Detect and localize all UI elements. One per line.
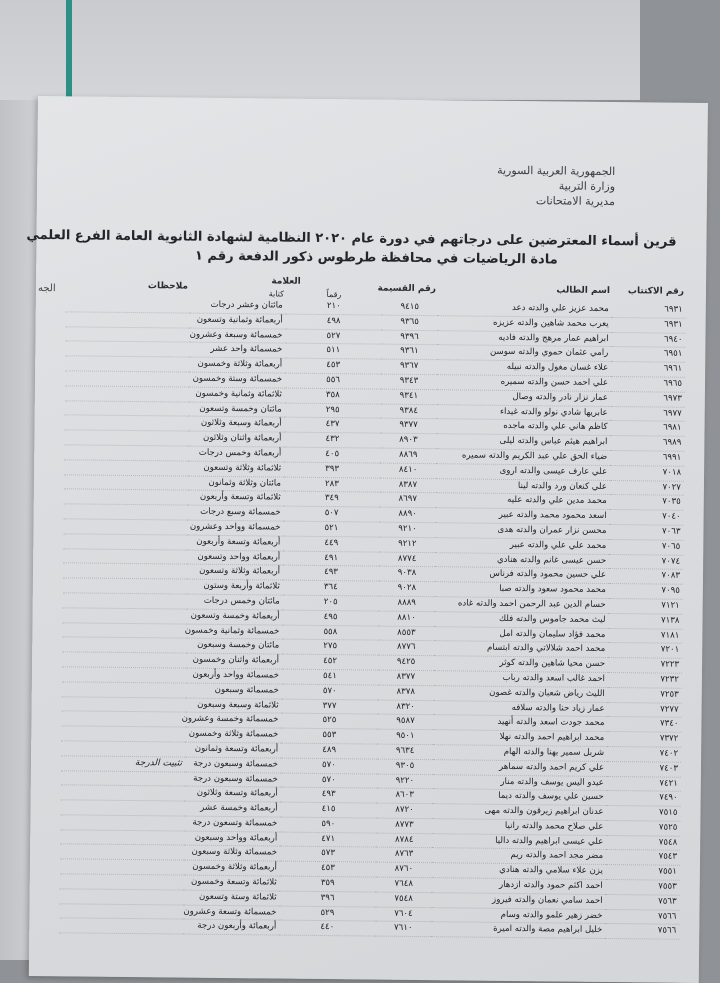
student-name-cell: احمد اكثم حمود والدته ازدهار	[432, 878, 606, 895]
student-name-cell: محمد ابراهيم احمد والدته نهلا	[433, 730, 607, 747]
seat-number-cell: ٦٩٣١	[612, 303, 686, 318]
student-name-cell: اسعد محمود محمد والدته عبير	[436, 508, 610, 525]
mark-words-cell: خمسمائة وسبعة وعشرون	[189, 328, 285, 344]
notes-cell	[60, 815, 184, 831]
slip-number-cell: ٨٧٦٣	[376, 848, 432, 863]
mark-digits-cell: ٥٧٠	[281, 773, 377, 789]
student-name-cell: محمد محمود سعود والدته صبا	[435, 582, 609, 599]
mark-words-cell: أربعمائة وثلاثة وخمسون	[184, 860, 280, 876]
student-name-cell: الليث رياض شعبان والدته غصون	[434, 685, 608, 702]
notes-cell	[65, 386, 189, 402]
seat-number-cell: ٧٢٥٣	[608, 687, 682, 703]
mark-digits-cell: ٤٣٧	[284, 417, 380, 433]
slip-number-cell: ٨٨١٠	[378, 611, 434, 626]
student-name-cell: محسن نزار عمران والدته هدى	[435, 523, 609, 540]
notes-cell	[65, 415, 189, 431]
student-name-cell: ابراهيم هيثم عباس والدته ليلى	[436, 434, 610, 451]
header-student-name: اسم الطالب	[556, 284, 611, 296]
notes-cell	[65, 371, 189, 387]
notes-cell	[65, 341, 189, 357]
seat-number-cell: ٧٥٦٣	[606, 894, 680, 910]
seat-number-cell: ٧٢٠١	[608, 643, 682, 659]
notes-cell	[61, 711, 185, 727]
mark-digits-cell: ٤٤٠	[279, 921, 375, 937]
slip-number-cell: ٨٧٧٣	[376, 818, 432, 833]
seat-number-cell: ٧٠٣٥	[610, 495, 684, 511]
mark-digits-cell: ٣٦٤	[283, 580, 379, 596]
mark-digits-cell: ٣٤٩	[284, 491, 380, 507]
document-title	[26, 226, 677, 270]
student-name-cell: عمار زياد حنا والدته سلافه	[434, 700, 608, 717]
notes-cell	[62, 608, 186, 624]
slip-number-cell: ٨٧٧٦	[378, 640, 434, 655]
slip-number-cell: ٩٣٤٣	[381, 374, 437, 389]
student-name-cell: شربل سمير بهنا والدته الهام	[433, 745, 607, 762]
mark-digits-cell: ٤٧١	[280, 832, 376, 848]
slip-number-cell: ٩٥٠١	[377, 729, 433, 744]
mark-digits-cell: ٢٩٥	[285, 403, 381, 419]
seat-number-cell: ٧٥٦٦	[605, 909, 679, 925]
notes-cell	[60, 874, 184, 890]
seat-number-cell: ٧٥٦٦	[605, 924, 679, 940]
seat-number-cell: ٧٤٠٢	[607, 746, 681, 762]
header-line-1: الجمهورية العربية السورية	[497, 163, 616, 179]
slip-number-cell: ٨٧٧٤	[379, 552, 435, 567]
notes-cell	[60, 844, 184, 860]
student-name-cell: محمد احمد شلالاتي والدته ابتسام	[434, 641, 608, 658]
seat-number-cell: ٦٩٨٩	[610, 436, 684, 452]
mark-digits-cell: ٢٧٥	[282, 639, 378, 655]
seat-number-cell: ٧٠١٨	[610, 465, 684, 481]
mark-digits-cell: ٤٩٥	[282, 610, 378, 626]
mark-words-cell: مائتان وخمسة وسبعون	[186, 638, 282, 654]
seat-number-cell: ٧٤٢١	[607, 776, 681, 792]
mark-words-cell: خمسمائة وتسعون درجة	[184, 816, 280, 832]
seat-number-cell: ٧٠٦٣	[609, 524, 683, 540]
slip-number-cell: ٨٣٨٧	[380, 478, 436, 493]
seat-number-cell: ٦٩٥١	[611, 347, 685, 363]
slip-number-cell: ٩٣٧٧	[380, 418, 436, 433]
mark-digits-cell: ٤٩٣	[281, 787, 377, 803]
mark-digits-cell: ٥١١	[285, 343, 381, 359]
table-body	[59, 297, 686, 939]
slip-number-cell: ٨٨٦٩	[380, 448, 436, 463]
notes-cell	[61, 785, 185, 801]
student-name-cell: حسين علي يوسف والدته ديما	[433, 789, 607, 806]
student-name-cell: ابراهيم عمار مرهج والدته فاديه	[437, 330, 611, 347]
student-name-cell: خضر زهير علمو والدته وسام	[431, 907, 605, 924]
seat-number-cell: ٦٩٦٥	[611, 377, 685, 393]
seat-number-cell: ٦٩٩١	[610, 450, 684, 466]
mark-words-cell: خمسمائة وثمانية وخمسون	[186, 624, 282, 640]
seat-number-cell: ٦٩٨١	[610, 421, 684, 437]
student-name-cell: ضياء الحق علي عبد الكريم والدته سميره	[436, 449, 610, 466]
mark-digits-cell: ٢٠٥	[283, 595, 379, 611]
document-page	[26, 96, 708, 983]
mark-words-cell: أربعمائة وثلاثة وخمسون	[189, 357, 285, 373]
student-name-cell: كاظم هاني علي والدته ماجده	[436, 419, 610, 436]
mark-words-cell: خمسمائة واحد عشر	[189, 342, 285, 358]
slip-number-cell: ٧٥٤٨	[376, 892, 432, 907]
mark-digits-cell: ٤٥٣	[280, 861, 376, 877]
mark-digits-cell: ٥٥٦	[285, 373, 381, 389]
seat-number-cell: ٧١٨١	[608, 628, 682, 644]
mark-digits-cell: ٤٥٢	[282, 654, 378, 670]
notes-cell	[63, 534, 187, 550]
header-line-3: مديرية الامتحانات	[535, 194, 615, 209]
mark-digits-cell: ٤٩١	[283, 551, 379, 567]
mark-digits-cell: ٥٠٧	[284, 506, 380, 522]
header-slip-number: رقم القسيمة	[377, 283, 437, 294]
mark-words-cell: خمسمائة وسبعون درجة	[185, 757, 281, 773]
mark-words-cell: أربعمائة وأربعون درجة	[183, 920, 279, 936]
mark-digits-cell: ٥٩٠	[280, 817, 376, 833]
student-name-cell: محمد علي علي والدته عبير	[435, 537, 609, 554]
student-name-cell: علي كريم احمد والدته سماهر	[433, 759, 607, 776]
seat-number-cell: ٧٥١٥	[606, 806, 680, 822]
mark-words-cell: أربعمائة وخمسة عشر	[184, 801, 280, 817]
seat-number-cell: ٧٣٤٠	[607, 717, 681, 733]
slip-number-cell: ٨٧٢٠	[376, 803, 432, 818]
seat-number-cell: ٧١٢١	[609, 598, 683, 614]
student-name-cell: علي احمد حسن والدته سميره	[437, 375, 611, 392]
seat-number-cell: ٧٥٥١	[606, 865, 680, 881]
student-name-cell: علي حسين محمود والدته فرناس	[435, 567, 609, 584]
side-fragment-text: الجه	[37, 283, 56, 295]
student-name-cell: حسام الدين عبد الرحمن احمد والدته غاده	[435, 597, 609, 614]
mark-words-cell: خمسمائة وسبعون درجة	[185, 772, 281, 788]
student-name-cell: محمد عزيز علي والدته دعد	[438, 301, 612, 317]
mark-words-cell: ثلاثمائة وأربعة وستون	[187, 579, 283, 595]
student-name-cell: علي عيسى ابراهيم والدته داليا	[432, 833, 606, 850]
notes-cell	[62, 667, 186, 683]
mark-words-cell: خمسمائة وسبعون	[186, 683, 282, 699]
slip-number-cell: ٩٢٢٠	[377, 774, 433, 789]
seat-number-cell: ٧٥٢٥	[606, 820, 680, 836]
student-name-cell: يعرب محمد شاهين والدته عزيزه	[438, 315, 612, 332]
slip-number-cell: ٩٤٢٥	[378, 655, 434, 670]
slip-number-cell: ٩٢١٠	[379, 522, 435, 537]
student-name-cell: خليل ابراهيم مصة والدته اميرة	[431, 922, 605, 939]
seat-number-cell: ٧٥٤٣	[606, 850, 680, 866]
notes-cell	[63, 548, 187, 564]
mark-words-cell: ثلاثمائة وتسعة وخمسون	[184, 875, 280, 891]
seat-number-cell: ٧٠٩٥	[609, 584, 683, 600]
mark-words-cell: ثلاثمائة وستة وتسعون	[184, 890, 280, 906]
slip-number-cell: ٨٧٨٤	[376, 833, 432, 848]
seat-number-cell: ٧٠٢٧	[610, 480, 684, 496]
mark-words-cell: مائتان وخمس درجات	[187, 594, 283, 610]
mark-words-cell: أربعمائة وتسعة وأربعون	[187, 535, 283, 551]
mark-words-cell: خمسمائة وستة وخمسون	[189, 372, 285, 388]
slip-number-cell: ٩٥٨٧	[377, 714, 433, 729]
title-line-1: قرين أسماء المعترضين على درجاتهم في دورة عام ٢٠٢٠ النظامية لشهادة الثانوية العامة الفرع العلمي	[26, 227, 677, 250]
mark-words-cell: أربعمائة واثنان وخمسون	[186, 653, 282, 669]
seat-number-cell: ٧٤٠٣	[607, 761, 681, 777]
slip-number-cell: ٨٣٢٠	[378, 700, 434, 715]
seat-number-cell: ٧٢٧٧	[608, 702, 682, 718]
notes-cell	[64, 504, 188, 520]
mark-digits-cell: ٣٥٩	[280, 876, 376, 892]
student-name-cell: احمد سامي نعمان والدته فيروز	[432, 893, 606, 910]
notes-cell	[66, 297, 190, 313]
slip-number-cell: ٩٣٦١	[381, 345, 437, 360]
header-mark-digits: رقماً	[326, 290, 342, 300]
mark-digits-cell: ٥٢٩	[279, 906, 375, 922]
seat-number-cell: ٧٠٦٥	[609, 539, 683, 555]
notes-cell	[61, 726, 185, 742]
seat-number-cell: ٦٩٤٠	[611, 332, 685, 348]
seat-number-cell: ٧٢٢٣	[608, 658, 682, 674]
mark-digits-cell: ٣٩٦	[280, 891, 376, 907]
slip-number-cell: ٩٣٤١	[381, 389, 437, 404]
seat-number-cell: ٧٠٤٠	[610, 510, 684, 526]
notes-cell	[62, 696, 186, 712]
slip-number-cell: ٨٨٨٩	[379, 596, 435, 611]
notes-cell	[64, 445, 188, 461]
mark-digits-cell: ٤٣٢	[284, 432, 380, 448]
notes-cell	[65, 400, 189, 416]
seat-number-cell: ٦٩٣١	[612, 317, 686, 333]
slip-number-cell: ٧٦١٠	[375, 922, 431, 937]
notes-cell	[62, 637, 186, 653]
mark-words-cell: أربعمائة وخمسة وتسعون	[186, 609, 282, 625]
notes-cell	[66, 312, 190, 328]
mark-words-cell: خمسمائة وثلاثة وسبعون	[184, 846, 280, 862]
mark-words-cell: ثلاثمائة وسبعة وسبعون	[186, 698, 282, 714]
mark-words-cell: أربعمائة وثمانية وتسعون	[190, 313, 286, 329]
notes-cell	[63, 563, 187, 579]
background-sheet	[0, 0, 640, 100]
notes-cell	[65, 356, 189, 372]
notes-cell	[65, 326, 189, 342]
student-name-cell: علي عارف عيسى والدته اروى	[436, 463, 610, 480]
mark-digits-cell: ٤٩٨	[286, 314, 382, 330]
mark-words-cell: أربعمائة وسبعة وثلاثون	[188, 416, 284, 432]
notes-cell	[61, 741, 185, 757]
mark-words-cell: خمسمائة وخمسة وعشرون	[185, 712, 281, 728]
mark-words-cell: مائتان وخمسة وتسعون	[189, 402, 285, 418]
seat-number-cell: ٧٥٤٨	[606, 835, 680, 851]
student-name-cell: حسن عيسى غانم والدته هنادي	[435, 552, 609, 569]
seat-number-cell: ٦٩٦١	[611, 362, 685, 378]
mark-words-cell: خمسمائة وتسعة وعشرون	[183, 905, 279, 921]
mark-digits-cell: ٣٧٧	[282, 699, 378, 715]
ministry-header	[415, 162, 615, 209]
slip-number-cell: ٩٠٣٨	[379, 566, 435, 581]
mark-digits-cell: ٤٨٩	[281, 743, 377, 759]
notes-cell	[63, 593, 187, 609]
notes-cell	[64, 474, 188, 490]
slip-number-cell: ٩٣٦٥	[382, 315, 438, 330]
title-line-2: مادة الرياضيات في محافظة طرطوس ذكور الدفعة رقم ١	[194, 248, 558, 268]
notes-cell	[61, 770, 185, 786]
seat-number-cell: ٧٠٧٤	[609, 554, 683, 570]
mark-words-cell: أربعمائة وواحد وسبعون	[184, 831, 280, 847]
slip-number-cell: ٩٣٠٥	[377, 759, 433, 774]
slip-number-cell: ٩٤١٥	[382, 301, 438, 316]
student-name-cell: رامي عثمان حموي والدته سوسن	[437, 345, 611, 362]
results-table	[59, 272, 686, 940]
mark-words-cell: ثلاثمائة وثمانية وخمسون	[189, 387, 285, 403]
slip-number-cell: ٧٦٤٨	[376, 877, 432, 892]
mark-words-cell: خمسمائة وسبع درجات	[188, 505, 284, 521]
mark-digits-cell: ٥٧٣	[280, 847, 376, 863]
seat-number-cell: ٦٩٧٧	[611, 406, 685, 422]
slip-number-cell: ٩٣٩٦	[381, 330, 437, 345]
mark-digits-cell: ٥٥٣	[281, 728, 377, 744]
slip-number-cell: ٨٩٠٣	[380, 433, 436, 448]
student-name-cell: ليث محمد جاموس والدته فلك	[434, 611, 608, 628]
notes-cell	[60, 800, 184, 816]
mark-digits-cell: ٥٧٠	[281, 758, 377, 774]
student-name-cell: حسن محيا شاهين والدته كوثر	[434, 656, 608, 673]
seat-number-cell: ٧٣٧٢	[607, 732, 681, 748]
header-seat-number: رقم الاكتتاب	[627, 285, 685, 297]
notes-cell	[64, 460, 188, 476]
mark-digits-cell: ٤١٥	[280, 802, 376, 818]
student-name-cell: محمد فؤاد سليمان والدته امل	[434, 626, 608, 643]
binder-strip	[66, 0, 72, 100]
student-name-cell: عابريها شادي نولو والدته غيداء	[437, 404, 611, 421]
mark-digits-cell: ٤٩٣	[283, 565, 379, 581]
notes-cell	[64, 489, 188, 505]
notes-cell	[62, 622, 186, 638]
slip-number-cell: ٨٦٩٧	[380, 492, 436, 507]
slip-number-cell: ٩٢١٢	[379, 537, 435, 552]
slip-number-cell: ٨٤١٠	[380, 463, 436, 478]
slip-number-cell: ٩٣٦٧	[381, 359, 437, 374]
mark-digits-cell: ٤٥٣	[285, 358, 381, 374]
slip-number-cell: ٨٧٦٠	[376, 862, 432, 877]
notes-cell	[60, 859, 184, 875]
student-name-cell: احمد غالب اسعد والدته رباب	[434, 671, 608, 688]
mark-digits-cell: ٥٢٥	[281, 713, 377, 729]
student-name-cell: علاء غسان مغول والدته نبيله	[437, 360, 611, 377]
mark-digits-cell: ٥٥٨	[282, 625, 378, 641]
mark-digits-cell: ٥٤١	[282, 669, 378, 685]
notes-cell	[59, 918, 183, 934]
slip-number-cell: ٩٣٨٤	[381, 404, 437, 419]
notes-cell	[64, 430, 188, 446]
student-name-cell: يزن علاء سلامي والدته هنادي	[432, 863, 606, 880]
notes-cell	[63, 519, 187, 535]
mark-digits-cell: ٥٢١	[283, 521, 379, 537]
student-name-cell: علي صلاح محمد والدته رانيا	[432, 819, 606, 836]
mark-words-cell: أربعمائة وتسعة وثلاثون	[185, 786, 281, 802]
slip-number-cell: ٨٨٩٠	[380, 507, 436, 522]
notes-cell	[62, 682, 186, 698]
notes-cell	[59, 903, 183, 919]
seat-number-cell: ٧٤٩٠	[607, 791, 681, 807]
header-line-2: وزارة التربية	[558, 179, 616, 194]
mark-digits-cell: ٤٤٩	[283, 536, 379, 552]
mark-digits-cell: ٣٥٨	[285, 388, 381, 404]
mark-words-cell: أربعمائة وواحد وتسعون	[187, 550, 283, 566]
student-name-cell: عيدو اليس يوسف والدته منار	[433, 774, 607, 791]
mark-words-cell: خمسمائة وواحد وأربعون	[186, 668, 282, 684]
notes-cell	[60, 889, 184, 905]
mark-digits-cell: ٥٢٧	[285, 329, 381, 345]
slip-number-cell: ٧٦٠٤	[375, 907, 431, 922]
mark-digits-cell: ٥٧٠	[282, 684, 378, 700]
mark-words-cell: أربعمائة وثلاثة وتسعون	[187, 564, 283, 580]
student-name-cell: محمد مدين علي والدته عليه	[436, 493, 610, 510]
mark-words-cell: ثلاثمائة وتسعة وأربعون	[188, 490, 284, 506]
seat-number-cell: ٧٢٣٢	[608, 672, 682, 688]
notes-cell: تثبيت الدرجة	[61, 755, 185, 771]
slip-number-cell: ٨٥٥٣	[378, 626, 434, 641]
student-name-cell: مضر مجد احمد والدته ريم	[432, 848, 606, 865]
slip-number-cell: ٨٦٠٣	[377, 788, 433, 803]
mark-words-cell: مائتان وثلاثة وثمانون	[188, 476, 284, 492]
student-name-cell: علي كنعان ورد والدته لينا	[436, 478, 610, 495]
mark-digits-cell: ٤٠٥	[284, 447, 380, 463]
seat-number-cell: ٧١٣٨	[608, 613, 682, 629]
slip-number-cell: ٨٣٧٧	[378, 670, 434, 685]
slip-number-cell: ٩٦٣٤	[377, 744, 433, 759]
mark-words-cell: خمسمائة وثلاثة وخمسون	[185, 727, 281, 743]
student-name-cell: محمد جودت اسعد والدته أنهيد	[433, 715, 607, 732]
seat-number-cell: ٧٠٨٣	[609, 569, 683, 585]
slip-number-cell: ٨٣٧٨	[378, 685, 434, 700]
mark-digits-cell: ٣٩٣	[284, 462, 380, 478]
header-notes: ملاحظات	[147, 280, 189, 292]
seat-number-cell: ٦٩٧٣	[611, 391, 685, 407]
header-mark-words: كتابة	[268, 289, 284, 299]
mark-digits-cell: ٢٨٣	[284, 477, 380, 493]
mark-words-cell: أربعمائة واثنان وثلاثون	[188, 431, 284, 447]
seat-number-cell: ٧٥٥٣	[606, 880, 680, 896]
mark-words-cell: أربعمائة وتسعة وثمانون	[185, 742, 281, 758]
notes-cell	[63, 578, 187, 594]
mark-words-cell: ثلاثمائة وثلاثة وتسعون	[188, 461, 284, 477]
mark-words-cell: أربعمائة وخمس درجات	[188, 446, 284, 462]
student-name-cell: عمار نزار نادر والدته وصال	[437, 389, 611, 406]
mark-digits-cell: ٢١٠	[286, 300, 382, 315]
notes-cell	[60, 829, 184, 845]
student-name-cell: عدنان ابراهيم زيرقون والدته مهى	[432, 804, 606, 821]
slip-number-cell: ٩٠٢٨	[379, 581, 435, 596]
notes-cell	[62, 652, 186, 668]
header-mark: العلامة	[271, 276, 301, 287]
mark-words-cell: مائتان وعشر درجات	[190, 299, 286, 314]
mark-words-cell: خمسمائة وواحد وعشرون	[187, 520, 283, 536]
